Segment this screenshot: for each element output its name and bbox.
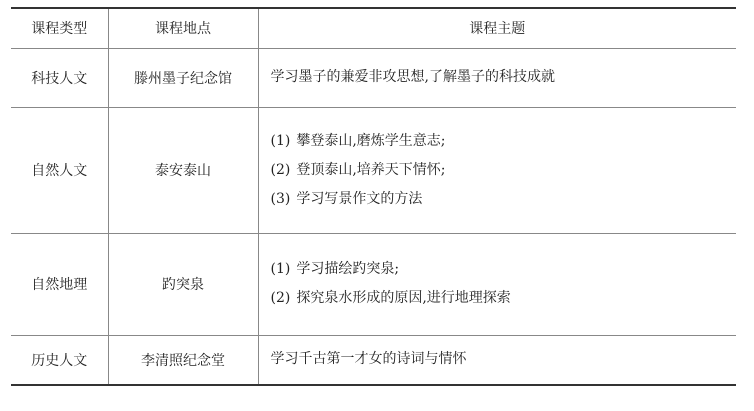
theme-item-number: (1) — [270, 132, 291, 149]
table-row — [11, 48, 736, 107]
table-row — [11, 233, 736, 335]
theme-item — [271, 284, 737, 313]
theme-item — [271, 255, 737, 284]
course-theme-cell — [258, 48, 736, 107]
course-theme-cell — [258, 335, 736, 385]
course-location-cell: 滕州墨子纪念馆 — [108, 48, 258, 107]
theme-item-text: 学习描绘趵突泉; — [296, 261, 400, 277]
course-theme-cell — [258, 107, 736, 233]
table-row — [11, 107, 736, 233]
course-type-cell: 历史人文 — [11, 335, 108, 385]
theme-item-number: (3) — [270, 190, 291, 207]
theme-item — [271, 185, 737, 214]
table-header-row — [11, 8, 736, 48]
theme-text: 学习千古第一才女的诗词与情怀 — [270, 351, 467, 368]
theme-item-text: 登顶泰山,培养天下情怀; — [296, 161, 446, 178]
header-course-theme: 课程主题 — [258, 8, 736, 48]
theme-item-text: 攀登泰山,磨炼学生意志; — [296, 132, 446, 149]
theme-item-number: (1) — [270, 261, 291, 277]
course-type-cell: 自然人文 — [11, 107, 108, 233]
table-row — [11, 335, 736, 385]
theme-item-text: 学习写景作文的方法 — [296, 190, 423, 207]
course-type-cell: 自然地理 — [11, 233, 108, 335]
course-theme-cell — [258, 233, 736, 335]
course-table — [11, 7, 736, 386]
theme-item-text: 探究泉水形成的原因,进行地理探索 — [296, 290, 511, 306]
header-course-type: 课程类型 — [11, 8, 108, 48]
theme-item-number: (2) — [270, 161, 291, 178]
theme-item — [271, 127, 737, 156]
course-type-cell: 科技人文 — [11, 48, 108, 107]
course-location-cell: 泰安泰山 — [108, 107, 258, 233]
course-location-cell: 李清照纪念堂 — [108, 335, 258, 385]
theme-text: 学习墨子的兼爱非攻思想,了解墨子的科技成就 — [270, 69, 555, 85]
theme-item-number: (2) — [270, 290, 291, 306]
theme-item — [271, 156, 737, 185]
header-course-location: 课程地点 — [108, 8, 258, 48]
course-location-cell: 趵突泉 — [108, 233, 258, 335]
